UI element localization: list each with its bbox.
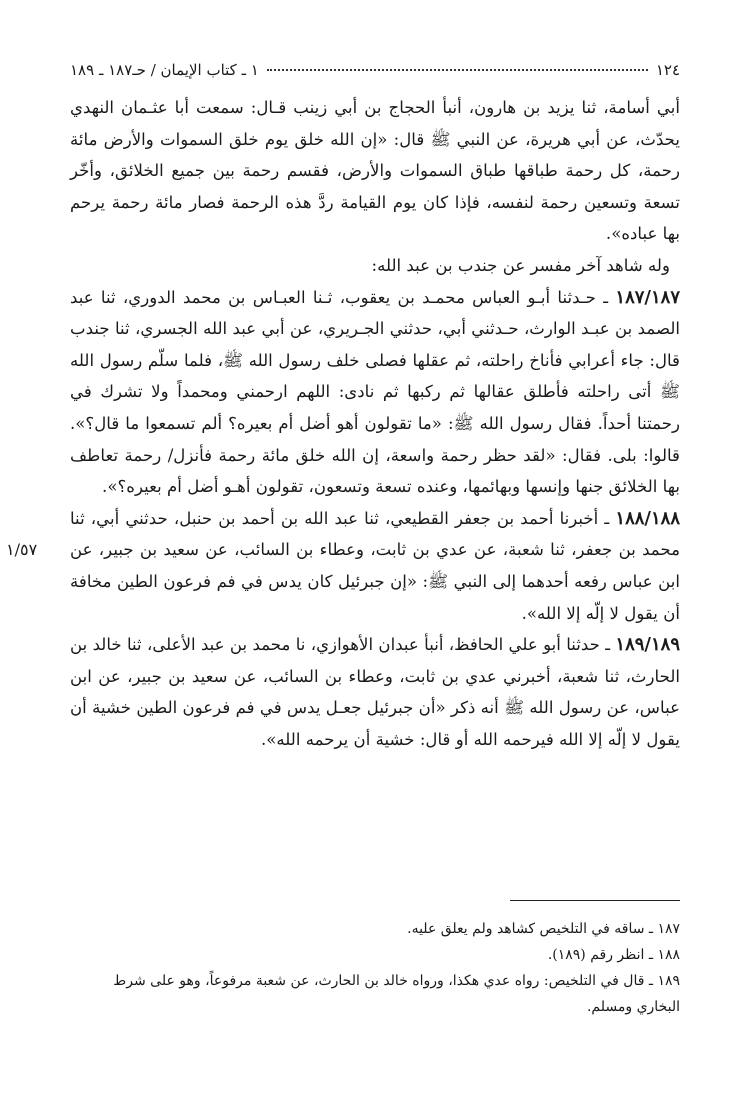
- footnote-text: ـ قال في التلخيص: رواه عدي هكذا، ورواه خالد بن الحارث، عن شعبة مرفوعاً، وهو على شرط البخاري ومسلم.: [113, 973, 680, 1015]
- hadith-text: ـ أخبرنا أحمد بن جعفر القطيعي، ثنا عبد الله بن أحمد بن حنبل، حدثني أبي، ثنا محمد بن جعفر، ثنا شعبة، عن عدي بن ثابت، وعطاء بن السائب، عن سعيد بن جبير، عن ابن عباس رفعه أحدهما إلى النبي ﷺ: «إن جبرئيل كان يدس في فم فرعون الطين مخافة أن يقول لا إلّه إلا الله».: [70, 508, 680, 623]
- footnote-188: [70, 942, 680, 968]
- footnote-189: [70, 968, 680, 1020]
- dotted-leader: [267, 69, 648, 71]
- manuscript-folio-marker: ١/٥٧: [6, 540, 38, 559]
- paragraph-text: وله شاهد آخر مفسر عن جندب بن عبد الله:: [371, 255, 670, 275]
- footnote-187: [70, 916, 680, 942]
- running-head: [70, 60, 680, 80]
- hadith-number: ١٨٨/١٨٨: [615, 507, 680, 529]
- footnote-number: ١٨٩: [657, 973, 680, 989]
- hadith-187: [70, 282, 680, 503]
- hadith-text: ـ حـدثنا أبـو العباس محمـد بن يعقوب، ثـنا العبـاس بن محمد الدوري، ثنا عبد الصمد بن عبـد الوارث، حـدثني أبي، حدثني الجـريري، عن أبي عبد الله الجسري، ثنا جندب قال: جاء أعرابي فأناخ راحلته، ثم عقلها فصلى خلف رسول الله ﷺ، فلما سلّم رسول الله ﷺ أتى راحلته فأطلق عقالها ثم ركبها ثم نادى: اللهم ارحمني ومحمداً ولا تشرك في رحمتنا أحداً. فقال رسول الله ﷺ: «ما تقولون أهو أضل أم بعيره؟ ألم تسمعوا ما قال؟». قالوا: بلى. فقال: «لقد حظر رحمة واسعة، إن الله خلق مائة رحمة فأنزل/ رحمة تعاطف بها الخلائق جنها وإنسها وبهائمها، وعنده تسعة وتسعون، تقولون أهـو أضل أم بعيره؟».: [70, 287, 680, 497]
- paragraph-intro-shahid: [70, 250, 680, 282]
- paragraph-continuation: [70, 92, 680, 250]
- footnote-text: ـ ساقه في التلخيص كشاهد ولم يعلق عليه.: [407, 921, 658, 937]
- footnote-text: ـ انظر رقم (١٨٩).: [547, 947, 658, 963]
- paragraph-text: أبي أسامة، ثنا يزيد بن هارون، أنبأ الحجاج بن أبي زينب قـال: سمعت أبا عثـمان النهدي يحدّث، عن أبي هريرة، عن النبي ﷺ قال: «إن الله خلق يوم خلق السموات والأرض مائة رحمة، كل رحمة طباقها طباق السموات والأرض، فقسم رحمة بين جميع الخلائق، وأخّر تسعة وتسعين رحمة لنفسه، فإذا كان يوم القيامة ردَّ هذه الرحمة فصار مائة رحمة يرحم بها عباده».: [70, 98, 680, 244]
- main-text: [70, 92, 680, 755]
- footnote-number: ١٨٧: [657, 921, 680, 937]
- footnote-separator: [510, 900, 680, 901]
- hadith-number: ١٨٩/١٨٩: [615, 634, 680, 656]
- running-title: ١ ـ كتاب الإيمان / حـ١٨٧ ـ ١٨٩: [70, 61, 259, 79]
- hadith-text: ـ حدثنا أبو علي الحافظ، أنبأ عبدان الأهوازي، نا محمد بن عبد الأعلى، ثنا خالد بن الحارث، ثنا شعبة، أخبرني عدي بن ثابت، وعطاء بن السائب، عن سعيد بن جبير، عن ابن عباس، عن رسول الله ﷺ أنه ذكر «أن جبرئيل جعـل يدس في فم فرعون الطين خشية أن يقول لا إلّه إلا الله فيرحمه الله أو قال: خشية أن يرحمه الله».: [70, 635, 680, 749]
- hadith-number: ١٨٧/١٨٧: [615, 286, 680, 308]
- document-page: [6, 60, 680, 1060]
- footnotes: [70, 916, 680, 1020]
- hadith-189: [70, 629, 680, 755]
- page-number: ١٢٤: [655, 61, 680, 79]
- footnote-number: ١٨٨: [657, 947, 680, 963]
- hadith-188: [70, 503, 680, 629]
